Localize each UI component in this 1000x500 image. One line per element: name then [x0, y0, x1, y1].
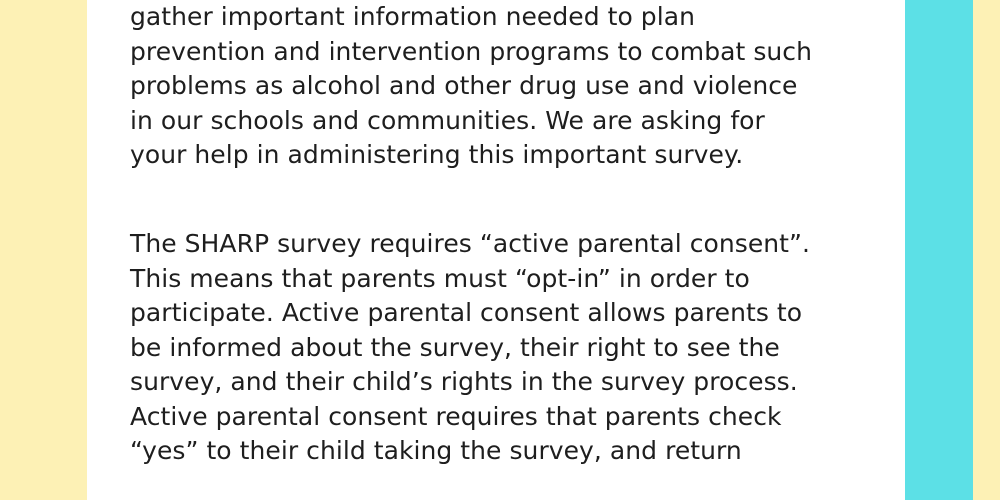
paragraph-parental-consent: [130, 227, 890, 469]
text-line: prevention and intervention programs to combat such: [130, 36, 812, 66]
text-line: “yes” to their child taking the survey, and return: [130, 436, 742, 465]
text-line: The SHARP survey requires “active parental consent”.: [130, 229, 811, 258]
text-line: be informed about the survey, their right to see the: [130, 332, 780, 362]
background-left: [0, 0, 87, 500]
accent-stripe: [905, 0, 973, 500]
text-line: in our schools and communities. We are asking for: [130, 105, 765, 135]
text-line: This means that parents must “opt-in” in order to: [130, 263, 750, 293]
text-line: survey, and their child’s rights in the survey process.: [130, 367, 798, 396]
background-right: [973, 0, 1000, 500]
text-line: Active parental consent requires that parents check: [130, 401, 782, 431]
text-line: gather important information needed to plan: [130, 2, 695, 31]
paragraph-survey-purpose: [130, 0, 890, 173]
text-line: participate. Active parental consent allows parents to: [130, 298, 803, 327]
document-panel: [87, 0, 905, 500]
text-line: problems as alcohol and other drug use and violence: [130, 71, 798, 100]
text-line: your help in administering this important survey.: [130, 140, 744, 169]
